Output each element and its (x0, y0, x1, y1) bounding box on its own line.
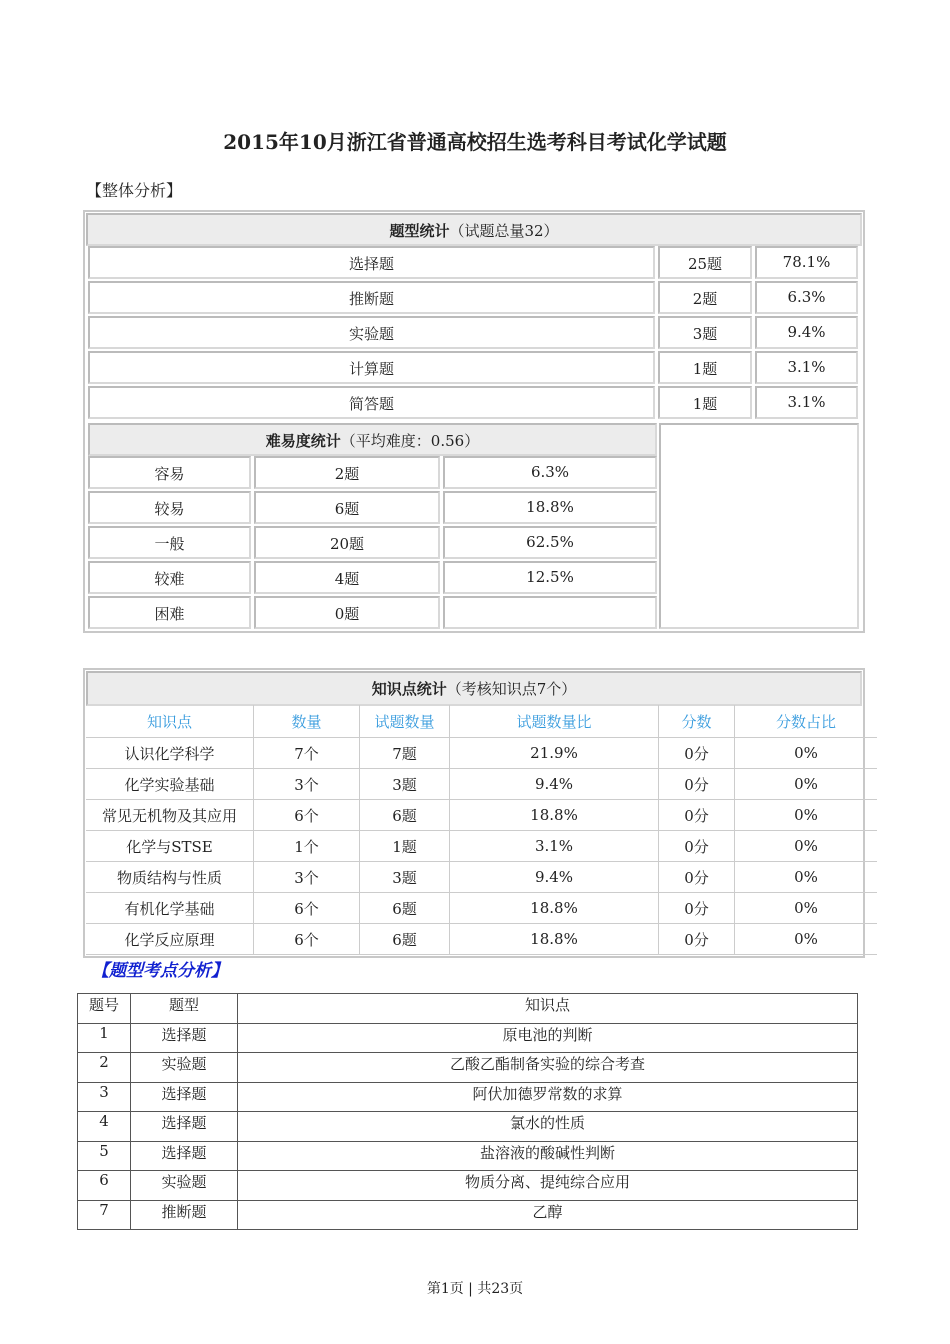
table-row (86, 769, 877, 800)
type-percent: 3.1% (755, 351, 858, 384)
table-cell: 0分 (659, 738, 735, 769)
table-cell: 物质结构与性质 (86, 862, 254, 893)
difficulty-count: 0题 (254, 596, 440, 629)
table-cell: 推断题 (131, 1200, 238, 1230)
table-cell: 7 (78, 1200, 131, 1230)
table-cell: 7题 (360, 738, 450, 769)
table-cell: 6题 (360, 800, 450, 831)
header-row (78, 994, 858, 1024)
table-row (86, 800, 877, 831)
table-cell: 6 (78, 1171, 131, 1201)
knowledge-table (86, 705, 877, 955)
page-footer: 第1页 | 共23页 (426, 1281, 524, 1297)
difficulty-percent: 62.5% (443, 526, 657, 559)
table-cell: 常见无机物及其应用 (86, 800, 254, 831)
table-row (86, 831, 877, 862)
table-cell: 4 (78, 1112, 131, 1142)
header-note: （平均难度：0.56） (340, 432, 480, 450)
difficulty-count: 4题 (254, 561, 440, 594)
table-cell: 3.1% (450, 831, 659, 862)
empty-cell (659, 423, 859, 629)
table-cell: 化学与STSE (86, 831, 254, 862)
header-note: （试题总量32） (449, 222, 559, 240)
table-cell: 1题 (360, 831, 450, 862)
difficulty-level: 一般 (88, 526, 251, 559)
type-stats-header (86, 213, 862, 246)
difficulty-count: 6题 (254, 491, 440, 524)
table-cell: 3题 (360, 862, 450, 893)
table-cell: 乙酸乙酯制备实验的综合考查 (238, 1053, 858, 1083)
table-cell: 9.4% (450, 769, 659, 800)
table-cell: 3题 (360, 769, 450, 800)
type-percent: 9.4% (755, 316, 858, 349)
table-row (86, 738, 877, 769)
table-cell: 1个 (254, 831, 360, 862)
column-header: 知识点 (86, 705, 254, 738)
table-cell: 乙醇 (238, 1200, 858, 1230)
table-cell: 18.8% (450, 800, 659, 831)
table-cell: 实验题 (131, 1053, 238, 1083)
table-cell: 3个 (254, 862, 360, 893)
column-header: 知识点 (238, 994, 858, 1024)
table-cell: 物质分离、提纯综合应用 (238, 1171, 858, 1201)
difficulty-percent: 18.8% (443, 491, 657, 524)
table-cell: 认识化学科学 (86, 738, 254, 769)
header-title: 难易度统计 (265, 432, 341, 450)
type-name: 推断题 (88, 281, 655, 314)
column-header: 题号 (78, 994, 131, 1024)
table-cell: 0% (735, 924, 878, 955)
table-cell: 氯水的性质 (238, 1112, 858, 1142)
header-note: （考核知识点7个） (446, 680, 577, 698)
table-cell: 实验题 (131, 1171, 238, 1201)
table-row (86, 893, 877, 924)
table-cell: 化学实验基础 (86, 769, 254, 800)
difficulty-stats-header (88, 423, 657, 456)
type-percent: 6.3% (755, 281, 858, 314)
column-header: 题型 (131, 994, 238, 1024)
table-cell: 18.8% (450, 893, 659, 924)
table-cell: 6个 (254, 800, 360, 831)
difficulty-percent (443, 596, 657, 629)
table-row (78, 1053, 858, 1083)
column-header: 分数 (659, 705, 735, 738)
table-cell: 2 (78, 1053, 131, 1083)
table-cell: 6个 (254, 893, 360, 924)
difficulty-level: 较难 (88, 561, 251, 594)
table-cell: 6题 (360, 924, 450, 955)
table-row (78, 1112, 858, 1142)
table-cell: 0分 (659, 924, 735, 955)
table-cell: 0分 (659, 862, 735, 893)
column-header: 数量 (254, 705, 360, 738)
section-heading-overall: 【整体分析】 (86, 181, 183, 200)
table-row (78, 1082, 858, 1112)
table-cell: 选择题 (131, 1141, 238, 1171)
table-row (86, 924, 877, 955)
table-cell: 1 (78, 1023, 131, 1053)
type-percent: 78.1% (755, 246, 858, 279)
overall-stats-table (83, 210, 865, 633)
column-header: 试题数量 (360, 705, 450, 738)
table-cell: 0% (735, 862, 878, 893)
section-heading-analysis: 【题型考点分析】 (92, 961, 228, 981)
table-row (78, 1200, 858, 1230)
table-cell: 3个 (254, 769, 360, 800)
difficulty-percent: 6.3% (443, 456, 657, 489)
table-cell: 0% (735, 893, 878, 924)
table-row (86, 862, 877, 893)
table-cell: 7个 (254, 738, 360, 769)
difficulty-percent: 12.5% (443, 561, 657, 594)
table-cell: 9.4% (450, 862, 659, 893)
type-name: 计算题 (88, 351, 655, 384)
table-row (78, 1171, 858, 1201)
table-cell: 0% (735, 738, 878, 769)
knowledge-stats-header (86, 671, 862, 706)
table-cell: 0% (735, 800, 878, 831)
type-name: 选择题 (88, 246, 655, 279)
type-count: 1题 (658, 351, 752, 384)
table-cell: 21.9% (450, 738, 659, 769)
table-cell: 6题 (360, 893, 450, 924)
header-title: 知识点统计 (371, 680, 447, 698)
document-title: 2015年10月浙江省普通高校招生选考科目考试化学试题 (223, 130, 727, 154)
table-cell: 化学反应原理 (86, 924, 254, 955)
type-name: 简答题 (88, 386, 655, 419)
type-percent: 3.1% (755, 386, 858, 419)
table-cell: 5 (78, 1141, 131, 1171)
difficulty-level: 较易 (88, 491, 251, 524)
table-cell: 0分 (659, 769, 735, 800)
table-cell: 0分 (659, 893, 735, 924)
table-cell: 6个 (254, 924, 360, 955)
table-cell: 有机化学基础 (86, 893, 254, 924)
table-cell: 阿伏加德罗常数的求算 (238, 1082, 858, 1112)
difficulty-count: 20题 (254, 526, 440, 559)
type-count: 1题 (658, 386, 752, 419)
type-name: 实验题 (88, 316, 655, 349)
difficulty-level: 容易 (88, 456, 251, 489)
table-cell: 原电池的判断 (238, 1023, 858, 1053)
table-cell: 选择题 (131, 1023, 238, 1053)
table-cell: 0分 (659, 831, 735, 862)
table-cell: 盐溶液的酸碱性判断 (238, 1141, 858, 1171)
type-count: 25题 (658, 246, 752, 279)
header-row (86, 705, 877, 738)
table-cell: 选择题 (131, 1082, 238, 1112)
table-cell: 选择题 (131, 1112, 238, 1142)
table-row (78, 1141, 858, 1171)
table-cell: 0分 (659, 800, 735, 831)
header-title: 题型统计 (389, 222, 450, 240)
question-analysis-table (77, 993, 858, 1230)
table-cell: 0% (735, 831, 878, 862)
type-count: 2题 (658, 281, 752, 314)
column-header: 试题数量比 (450, 705, 659, 738)
table-row (78, 1023, 858, 1053)
table-cell: 18.8% (450, 924, 659, 955)
column-header: 分数占比 (735, 705, 878, 738)
table-cell: 3 (78, 1082, 131, 1112)
difficulty-count: 2题 (254, 456, 440, 489)
difficulty-level: 困难 (88, 596, 251, 629)
table-cell: 0% (735, 769, 878, 800)
type-count: 3题 (658, 316, 752, 349)
